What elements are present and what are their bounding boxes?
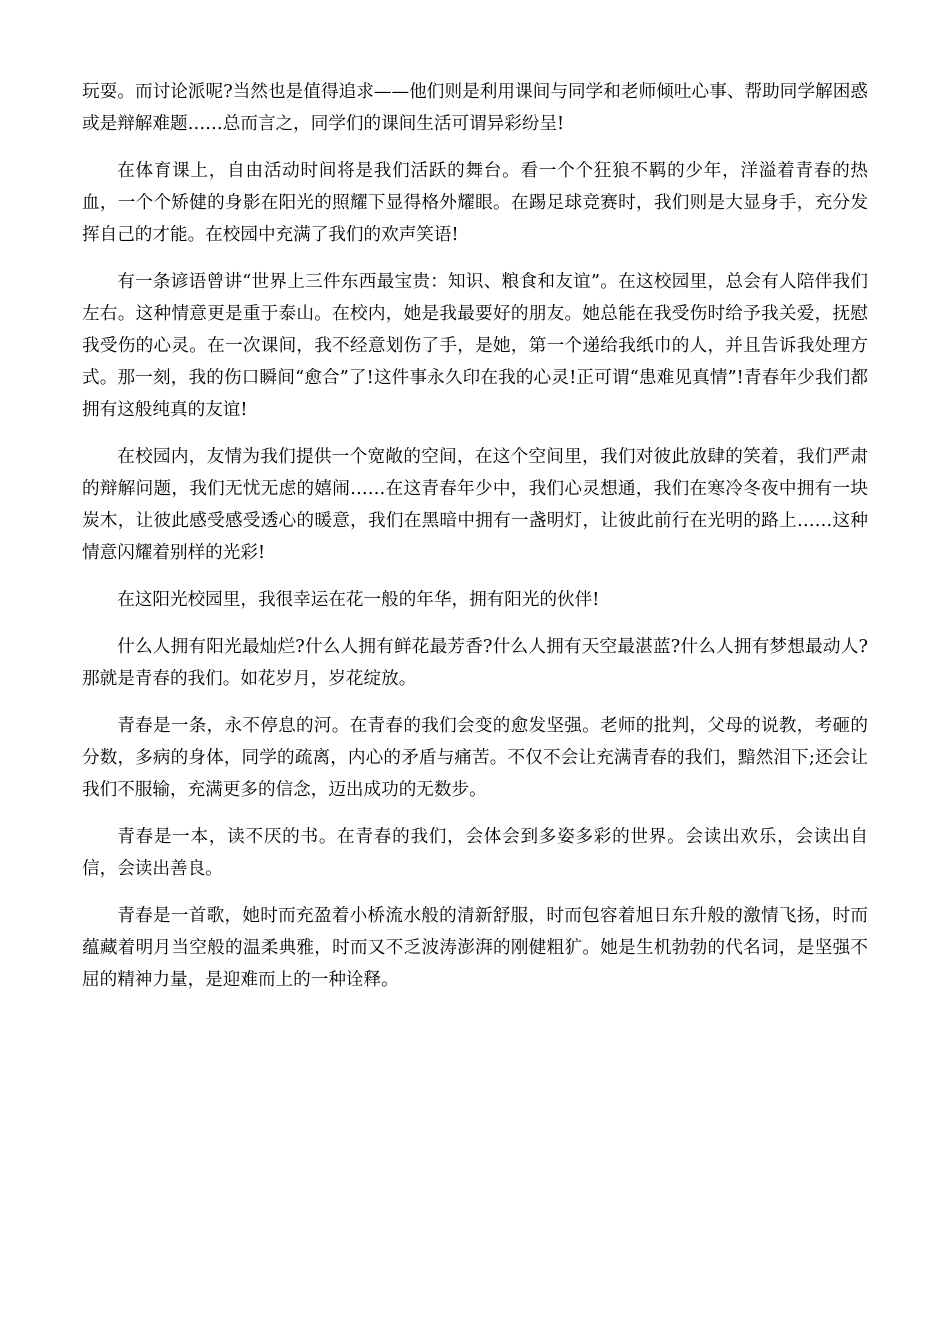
paragraph-8: 青春是一本，读不厌的书。在青春的我们，会体会到多姿多彩的世界。会读出欢乐，会读出自信，会读出善良。 (82, 827, 868, 879)
paragraph-4: 在校园内，友情为我们提供一个宽敞的空间，在这个空间里，我们对彼此放肆的笑着，我们严肃的辩解问题，我们无忧无虑的嬉闹……在这青春年少中，我们心灵想通，我们在寒冷冬夜中拥有一块炭木，让彼此感受感受透心的暖意，我们在黑暗中拥有一盏明灯，让彼此前行在光明的路上……这种情意闪耀着别样的光彩! (82, 447, 868, 563)
paragraph-3: 有一条谚语曾讲“世界上三件东西最宝贵：知识、粮食和友谊”。在这校园里，总会有人陪伴我们左右。这种情意更是重于泰山。在校内，她是我最要好的朋友。她总能在我受伤时给予我关爱，抚慰我受伤的心灵。在一次课间，我不经意划伤了手，是她，第一个递给我纸巾的人，并且告诉我处理方式。那一刻，我的伤口瞬间“愈合”了!这件事永久印在我的心灵!正可谓“患难见真情”!青春年少我们都拥有这般纯真的友谊! (82, 272, 868, 420)
paragraph-9: 青春是一首歌，她时而充盈着小桥流水般的清新舒服，时而包容着旭日东升般的激情飞扬，时而蕴藏着明月当空般的温柔典雅，时而又不乏波涛澎湃的刚健粗犷。她是生机勃勃的代名词，是坚强不屈的精神力量，是迎难而上的一种诠释。 (82, 906, 868, 990)
paragraph-5: 在这阳光校园里，我很幸运在花一般的年华，拥有阳光的伙伴! (117, 590, 600, 610)
paragraph-7: 青春是一条，永不停息的河。在青春的我们会变的愈发坚强。老师的批判，父母的说教，考砸的分数，多病的身体，同学的疏离，内心的矛盾与痛苦。不仅不会让充满青春的我们，黯然泪下;还会让我们不服输，充满更多的信念，迈出成功的无数步。 (82, 716, 868, 800)
paragraph-1: 玩耍。而讨论派呢?当然也是值得追求——他们则是利用课间与同学和老师倾吐心事、帮助同学解困惑或是辩解难题……总而言之，同学们的课间生活可谓异彩纷呈! (82, 82, 868, 134)
document-body (82, 76, 868, 1011)
paragraph-2: 在体育课上，自由活动时间将是我们活跃的舞台。看一个个狂狼不羁的少年，洋溢着青春的热血，一个个矫健的身影在阳光的照耀下显得格外耀眼。在踢足球竞赛时，我们则是大显身手，充分发挥自己的才能。在校园中充满了我们的欢声笑语! (82, 161, 868, 245)
paragraph-6: 什么人拥有阳光最灿烂?什么人拥有鲜花最芳香?什么人拥有天空最湛蓝?什么人拥有梦想最动人?那就是青春的我们。如花岁月，岁花绽放。 (82, 637, 868, 689)
